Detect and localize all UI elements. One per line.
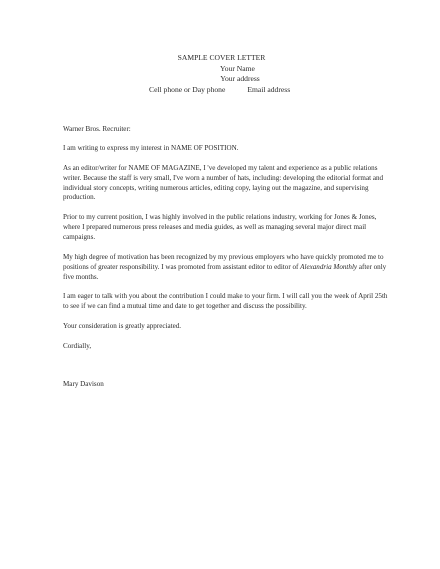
motivation-text-start: My high degree of motivation has been recognized by my previous employers who have quickly promoted me to positions of greater responsibility. I was promoted from assistant editor to editor of — [63, 252, 384, 271]
sender-address: Your address — [220, 74, 260, 83]
motivation-text-end: after only five months. — [63, 262, 387, 281]
letter-title: SAMPLE COVER LETTER — [177, 53, 266, 62]
publication-name: Alexandria Monthly — [300, 262, 358, 271]
paragraph-thanks: Your consideration is greatly appreciated. — [63, 322, 182, 331]
letter-header — [0, 53, 440, 95]
sender-contact-row — [0, 85, 440, 96]
paragraph-motivation — [63, 253, 388, 283]
sender-phone: Cell phone or Day phone — [149, 84, 226, 94]
paragraph-follow-up: I am eager to talk with you about the contribution I could make to your firm. I will call you the week of April 25th to see if we can find a mutual time and date to get together and discuss the possibility. — [63, 292, 388, 311]
paragraph-prior-position: Prior to my current position, I was highly involved in the public relations industry, working for Jones & Jones, where I prepared numerous press releases and media guides, as well as managing several major direct mail campaigns. — [63, 213, 377, 242]
sender-email: Email address — [247, 84, 291, 94]
sender-name: Your Name — [220, 63, 255, 73]
salutation: Warner Bros. Recruiter: — [63, 125, 131, 133]
signature-name: Mary Davison — [63, 379, 104, 388]
letter-body — [63, 125, 388, 400]
closing: Cordially, — [63, 341, 92, 350]
paragraph-experience: As an editor/writer for NAME OF MAGAZINE, I 've developed my talent and experience as a public relations writer. Because the staff is very small, I've worn a number of hats, including: developing the editorial format and individual story concepts, writing numerous articles, editing copy, laying out the magazine, and supervising production. — [63, 163, 384, 202]
paragraph-intro: I am writing to express my interest in NAME OF POSITION. — [63, 143, 239, 152]
